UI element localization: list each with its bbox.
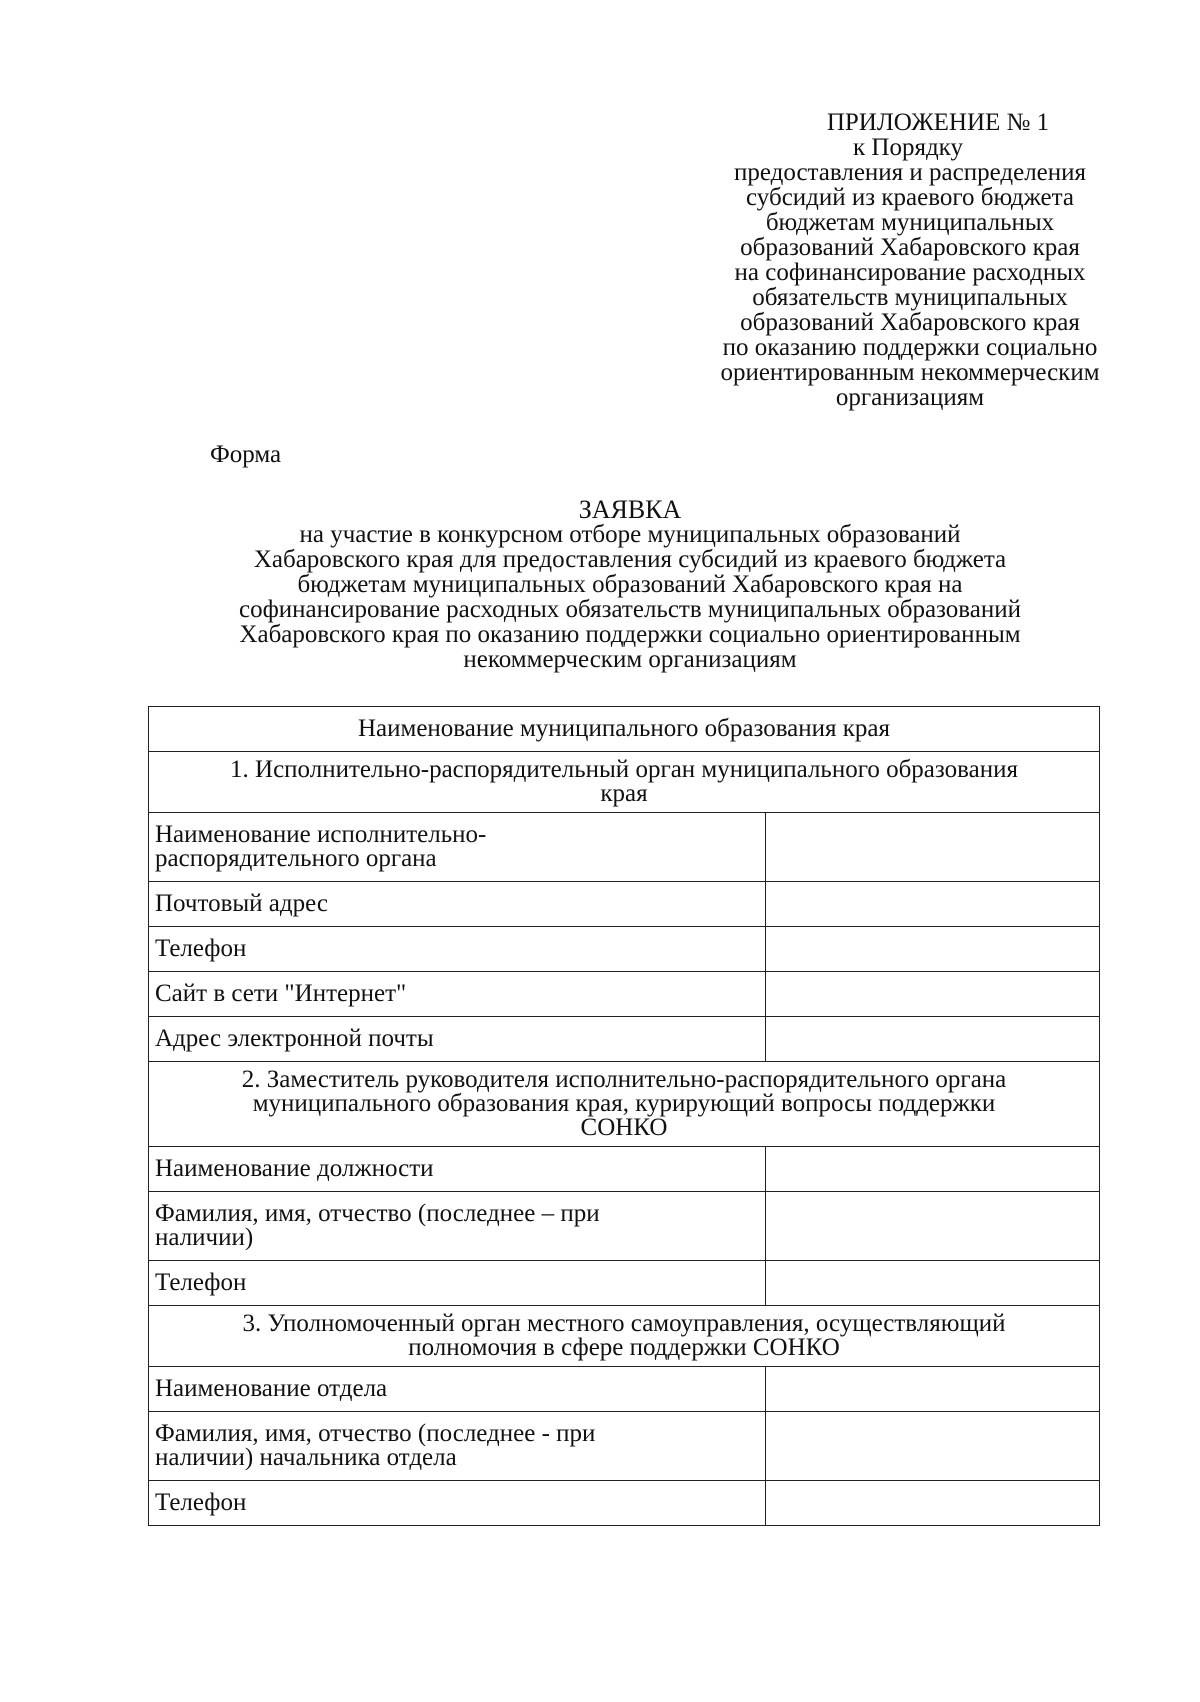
row-label-line2: наличии) начальника отдела [155, 1444, 457, 1471]
row-label: Телефон [149, 1481, 766, 1526]
section3-header-line1: 3. Уполномоченный орган местного самоуправления, осуществляющий [242, 1310, 1006, 1337]
row-label: Сайт в сети "Интернет" [149, 972, 766, 1017]
section2-header-row [149, 1062, 1100, 1147]
row-label-line1: Фамилия, имя, отчество (последнее - при [155, 1420, 596, 1447]
application-form-table [148, 706, 1100, 1526]
municipality-header: Наименование муниципального образования края [149, 707, 1100, 752]
row-label [149, 813, 766, 882]
row-value-field[interactable] [766, 1147, 1100, 1192]
section3-header-row [149, 1306, 1100, 1367]
section1-header [149, 752, 1100, 813]
appendix-title: ПРИЛОЖЕНИЕ № 1 [826, 109, 1050, 136]
row-label: Наименование должности [149, 1147, 766, 1192]
table-row [149, 1261, 1100, 1306]
table-row [149, 1367, 1100, 1412]
row-value-field[interactable] [766, 1017, 1100, 1062]
table-row [149, 1192, 1100, 1261]
section1-header-line1: 1. Исполнительно-распорядительный орган муниципального образования [230, 756, 1018, 783]
table-row [149, 882, 1100, 927]
row-value-field[interactable] [766, 1412, 1100, 1481]
row-value-field[interactable] [766, 1367, 1100, 1412]
appendix-body: предоставления и распределения субсидий из краевого бюджета бюджетам муниципальных образований Хабаровского края на софинансирование расходных обязательств муниципальных образований Хабаровского края по оказанию поддержки социально ориентированным некоммерческим организациям [720, 159, 1100, 411]
table-row [149, 972, 1100, 1017]
municipality-header-row [149, 707, 1100, 752]
row-label [149, 1192, 766, 1261]
row-value-field[interactable] [766, 882, 1100, 927]
section2-header-line1: 2. Заместитель руководителя исполнительно-распорядительного органа [241, 1066, 1007, 1093]
row-label: Телефон [149, 927, 766, 972]
appendix-reference: к Порядку [853, 134, 963, 161]
section1-header-line2: края [600, 780, 648, 807]
row-value-field[interactable] [766, 1481, 1100, 1526]
row-value-field[interactable] [766, 927, 1100, 972]
table-row [149, 927, 1100, 972]
application-title: ЗАЯВКА [578, 495, 682, 524]
row-label: Наименование отдела [149, 1367, 766, 1412]
application-subtitle: на участие в конкурсном отборе муниципальных образований Хабаровского края для предоставления субсидий из краевого бюджета бюджетам муниципальных образований Хабаровского края на софинансирование расходных обязательств муниципальных образований Хабаровского края по оказанию поддержки социально ориентированным некоммерческим организациям [239, 521, 1021, 673]
row-label-line2: наличии) [155, 1224, 254, 1251]
row-value-field[interactable] [766, 972, 1100, 1017]
table-row [149, 1017, 1100, 1062]
row-value-field[interactable] [766, 1261, 1100, 1306]
row-value-field[interactable] [766, 813, 1100, 882]
row-label: Телефон [149, 1261, 766, 1306]
section3-header [149, 1306, 1100, 1367]
table-row [149, 813, 1100, 882]
application-heading [150, 497, 1110, 672]
row-label-line1: Наименование исполнительно- [155, 821, 487, 848]
row-label: Адрес электронной почты [149, 1017, 766, 1062]
table-row [149, 1147, 1100, 1192]
section3-header-line2: полномочия в сфере поддержки СОНКО [408, 1334, 840, 1361]
row-value-field[interactable] [766, 1192, 1100, 1261]
appendix-block [640, 110, 1180, 410]
row-label: Почтовый адрес [149, 882, 766, 927]
row-label-line1: Фамилия, имя, отчество (последнее – при [155, 1200, 600, 1227]
row-label-line2: распорядительного органа [155, 845, 437, 872]
form-label: Форма [210, 441, 282, 468]
section1-header-row [149, 752, 1100, 813]
row-label [149, 1412, 766, 1481]
section2-header-line3: СОНКО [580, 1114, 668, 1141]
section2-header [149, 1062, 1100, 1147]
section2-header-line2: муниципального образования края, курирующий вопросы поддержки [252, 1090, 996, 1117]
table-row [149, 1412, 1100, 1481]
table-row [149, 1481, 1100, 1526]
